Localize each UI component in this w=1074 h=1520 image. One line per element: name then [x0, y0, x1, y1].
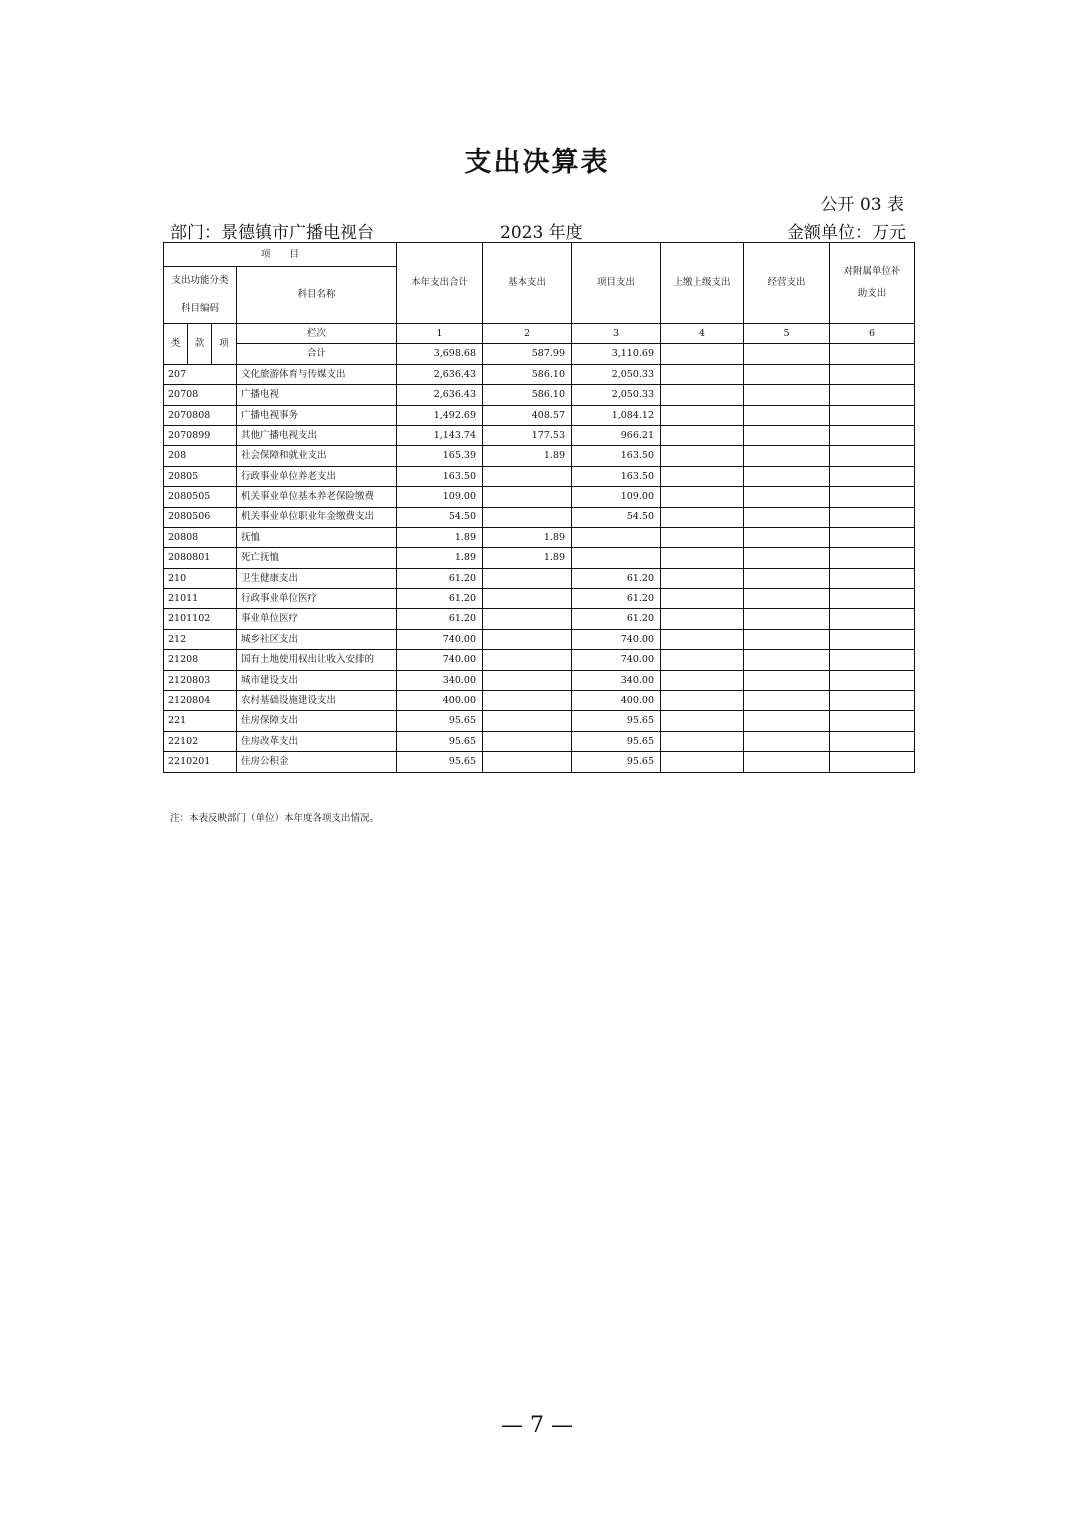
- row-value: [830, 425, 915, 445]
- row-value: [744, 691, 830, 711]
- row-value: 95.65: [572, 711, 661, 731]
- row-value: [830, 527, 915, 547]
- header-lanci: 栏次: [237, 324, 397, 344]
- row-value: 61.20: [572, 589, 661, 609]
- header-col-4: 上缴上级支出: [661, 243, 744, 324]
- row-name: 抚恤: [237, 527, 397, 547]
- row-value: 740.00: [572, 629, 661, 649]
- row-value: 1.89: [397, 548, 483, 568]
- row-value: [744, 752, 830, 772]
- row-name: 广播电视事务: [237, 405, 397, 425]
- row-value: [483, 629, 572, 649]
- row-value: [483, 589, 572, 609]
- row-value: [744, 425, 830, 445]
- row-name: 住房改革支出: [237, 731, 397, 751]
- row-value: [744, 527, 830, 547]
- row-code: 208: [164, 446, 237, 466]
- row-value: [744, 466, 830, 486]
- row-value: [661, 629, 744, 649]
- row-code: 21208: [164, 650, 237, 670]
- total-cell: 3,698.68: [397, 344, 483, 364]
- row-name: 卫生健康支出: [237, 568, 397, 588]
- row-value: [483, 568, 572, 588]
- row-value: [661, 752, 744, 772]
- row-value: [830, 629, 915, 649]
- table-row: [164, 548, 915, 568]
- row-code: 2120803: [164, 670, 237, 690]
- row-name: 机关事业单位基本养老保险缴费: [237, 487, 397, 507]
- row-code: 212: [164, 629, 237, 649]
- row-value: [744, 589, 830, 609]
- row-value: 163.50: [572, 466, 661, 486]
- table-row: [164, 385, 915, 405]
- row-value: [830, 446, 915, 466]
- row-value: [744, 405, 830, 425]
- row-name: 文化旅游体育与传媒支出: [237, 364, 397, 384]
- col-num: 2: [483, 324, 572, 344]
- row-value: [830, 691, 915, 711]
- row-value: 586.10: [483, 364, 572, 384]
- col-num: 1: [397, 324, 483, 344]
- row-value: [744, 670, 830, 690]
- table-row: [164, 629, 915, 649]
- row-value: 61.20: [397, 609, 483, 629]
- row-name: 机关事业单位职业年金缴费支出: [237, 507, 397, 527]
- row-value: 1.89: [483, 446, 572, 466]
- table-row: [164, 507, 915, 527]
- row-value: [830, 589, 915, 609]
- row-value: [661, 548, 744, 568]
- total-label: 合计: [237, 344, 397, 364]
- row-value: 61.20: [397, 568, 483, 588]
- row-value: [661, 589, 744, 609]
- row-code: 21011: [164, 589, 237, 609]
- header-col-3: 项目支出: [572, 243, 661, 324]
- table-row: [164, 752, 915, 772]
- row-code: 20808: [164, 527, 237, 547]
- row-value: [661, 691, 744, 711]
- row-code: 2080506: [164, 507, 237, 527]
- row-value: 740.00: [397, 650, 483, 670]
- header-lei: 类: [164, 324, 188, 365]
- row-value: [744, 385, 830, 405]
- row-value: 2,050.33: [572, 364, 661, 384]
- col-num: 4: [661, 324, 744, 344]
- row-value: 54.50: [397, 507, 483, 527]
- table-row: [164, 487, 915, 507]
- row-code: 2101102: [164, 609, 237, 629]
- header-project: 项 目: [164, 243, 397, 267]
- row-value: 2,050.33: [572, 385, 661, 405]
- row-value: [661, 507, 744, 527]
- row-value: [744, 629, 830, 649]
- row-name: 住房保障支出: [237, 711, 397, 731]
- row-value: 54.50: [572, 507, 661, 527]
- row-value: [661, 425, 744, 445]
- row-code: 2070899: [164, 425, 237, 445]
- row-value: [830, 385, 915, 405]
- header-func-code: 支出功能分类: [164, 267, 237, 296]
- row-value: [830, 466, 915, 486]
- row-value: [744, 711, 830, 731]
- row-value: [661, 466, 744, 486]
- row-value: 1,492.69: [397, 405, 483, 425]
- row-value: 95.65: [397, 711, 483, 731]
- row-name: 事业单位医疗: [237, 609, 397, 629]
- row-value: [830, 731, 915, 751]
- row-value: [661, 446, 744, 466]
- row-value: 165.39: [397, 446, 483, 466]
- total-cell: [744, 344, 830, 364]
- table-note: 注：本表反映部门（单位）本年度各项支出情况。: [170, 813, 380, 824]
- table-row: [164, 405, 915, 425]
- row-value: 1.89: [397, 527, 483, 547]
- row-name: 广播电视: [237, 385, 397, 405]
- header-xiang: 项: [212, 324, 237, 365]
- row-code: 207: [164, 364, 237, 384]
- form-number: 公开 03 表: [820, 195, 904, 215]
- row-value: [572, 548, 661, 568]
- row-value: 1,143.74: [397, 425, 483, 445]
- row-code: 2080801: [164, 548, 237, 568]
- table-row: [164, 691, 915, 711]
- row-value: [483, 691, 572, 711]
- row-value: 2,636.43: [397, 364, 483, 384]
- table-row: [164, 609, 915, 629]
- row-code: 22102: [164, 731, 237, 751]
- row-value: [830, 711, 915, 731]
- row-value: [661, 731, 744, 751]
- row-value: [744, 446, 830, 466]
- row-value: [830, 752, 915, 772]
- row-value: 109.00: [397, 487, 483, 507]
- row-value: 109.00: [572, 487, 661, 507]
- row-name: 住房公积金: [237, 752, 397, 772]
- row-code: 2120804: [164, 691, 237, 711]
- table-row: [164, 731, 915, 751]
- row-value: [661, 650, 744, 670]
- row-value: 61.20: [572, 609, 661, 629]
- header-kuan: 款: [188, 324, 212, 365]
- row-value: [661, 568, 744, 588]
- table-row: [164, 425, 915, 445]
- expenditure-table: [163, 242, 915, 773]
- row-value: 95.65: [572, 752, 661, 772]
- row-value: 340.00: [572, 670, 661, 690]
- row-value: 61.20: [572, 568, 661, 588]
- row-value: [830, 670, 915, 690]
- row-value: [744, 364, 830, 384]
- row-value: 400.00: [572, 691, 661, 711]
- row-value: 61.20: [397, 589, 483, 609]
- row-code: 20805: [164, 466, 237, 486]
- row-code: 2070808: [164, 405, 237, 425]
- row-name: 其他广播电视支出: [237, 425, 397, 445]
- row-value: [830, 548, 915, 568]
- row-name: 城乡社区支出: [237, 629, 397, 649]
- row-value: 95.65: [397, 752, 483, 772]
- year-label: 2023 年度: [500, 223, 583, 243]
- row-value: 1.89: [483, 527, 572, 547]
- row-name: 城市建设支出: [237, 670, 397, 690]
- table-row: [164, 568, 915, 588]
- row-value: [830, 405, 915, 425]
- row-value: 1,084.12: [572, 405, 661, 425]
- row-value: 177.53: [483, 425, 572, 445]
- table-row: [164, 650, 915, 670]
- row-value: 1.89: [483, 548, 572, 568]
- row-value: 95.65: [397, 731, 483, 751]
- row-code: 210: [164, 568, 237, 588]
- table-row: [164, 589, 915, 609]
- row-value: [661, 609, 744, 629]
- header-func-code-2: 科目编码: [164, 295, 237, 324]
- col-num: 3: [572, 324, 661, 344]
- row-value: 163.50: [572, 446, 661, 466]
- row-value: [830, 609, 915, 629]
- row-value: [744, 609, 830, 629]
- row-value: 2,636.43: [397, 385, 483, 405]
- row-name: 行政事业单位养老支出: [237, 466, 397, 486]
- row-value: [744, 507, 830, 527]
- row-name: 农村基础设施建设支出: [237, 691, 397, 711]
- department-label: 部门：景德镇市广播电视台: [170, 223, 374, 243]
- row-value: 400.00: [397, 691, 483, 711]
- row-code: 2080505: [164, 487, 237, 507]
- header-subject-name: 科目名称: [237, 267, 397, 324]
- header-col-6: 对附属单位补助支出: [830, 243, 915, 324]
- table-row: [164, 670, 915, 690]
- row-value: [483, 752, 572, 772]
- total-cell: [830, 344, 915, 364]
- row-value: [483, 466, 572, 486]
- col-num: 6: [830, 324, 915, 344]
- row-code: 20708: [164, 385, 237, 405]
- row-value: [661, 385, 744, 405]
- row-value: [744, 568, 830, 588]
- row-name: 死亡抚恤: [237, 548, 397, 568]
- row-value: [483, 507, 572, 527]
- row-value: [744, 650, 830, 670]
- row-value: [483, 609, 572, 629]
- row-value: [483, 487, 572, 507]
- row-value: [744, 731, 830, 751]
- unit-label: 金额单位：万元: [787, 223, 906, 243]
- row-value: [661, 405, 744, 425]
- row-value: 740.00: [572, 650, 661, 670]
- table-row: [164, 364, 915, 384]
- row-name: 社会保障和就业支出: [237, 446, 397, 466]
- row-value: [661, 711, 744, 731]
- header-col-5: 经营支出: [744, 243, 830, 324]
- page-number: — 7 —: [501, 1413, 573, 1438]
- row-name: 国有土地使用权出让收入安排的: [237, 650, 397, 670]
- row-value: [661, 670, 744, 690]
- header-col-1: 本年支出合计: [397, 243, 483, 324]
- row-value: [661, 487, 744, 507]
- row-value: [830, 568, 915, 588]
- table-row: [164, 466, 915, 486]
- row-value: 740.00: [397, 629, 483, 649]
- row-code: 2210201: [164, 752, 237, 772]
- row-value: [483, 650, 572, 670]
- table-row: [164, 711, 915, 731]
- page-title: 支出决算表: [464, 147, 610, 178]
- row-value: 163.50: [397, 466, 483, 486]
- meta-row: [170, 218, 906, 243]
- row-value: 340.00: [397, 670, 483, 690]
- row-value: [483, 670, 572, 690]
- total-cell: 3,110.69: [572, 344, 661, 364]
- row-value: [483, 731, 572, 751]
- row-value: [830, 650, 915, 670]
- row-value: [661, 527, 744, 547]
- row-value: 95.65: [572, 731, 661, 751]
- row-code: 221: [164, 711, 237, 731]
- table-row: [164, 446, 915, 466]
- row-value: 586.10: [483, 385, 572, 405]
- row-value: [483, 711, 572, 731]
- row-value: [830, 507, 915, 527]
- row-value: 966.21: [572, 425, 661, 445]
- row-value: [830, 487, 915, 507]
- row-value: 408.57: [483, 405, 572, 425]
- table-row: [164, 527, 915, 547]
- row-name: 行政事业单位医疗: [237, 589, 397, 609]
- row-value: [744, 487, 830, 507]
- row-value: [830, 364, 915, 384]
- header-col-2: 基本支出: [483, 243, 572, 324]
- total-cell: [661, 344, 744, 364]
- row-value: [572, 527, 661, 547]
- total-cell: 587.99: [483, 344, 572, 364]
- row-value: [661, 364, 744, 384]
- col-num: 5: [744, 324, 830, 344]
- row-value: [744, 548, 830, 568]
